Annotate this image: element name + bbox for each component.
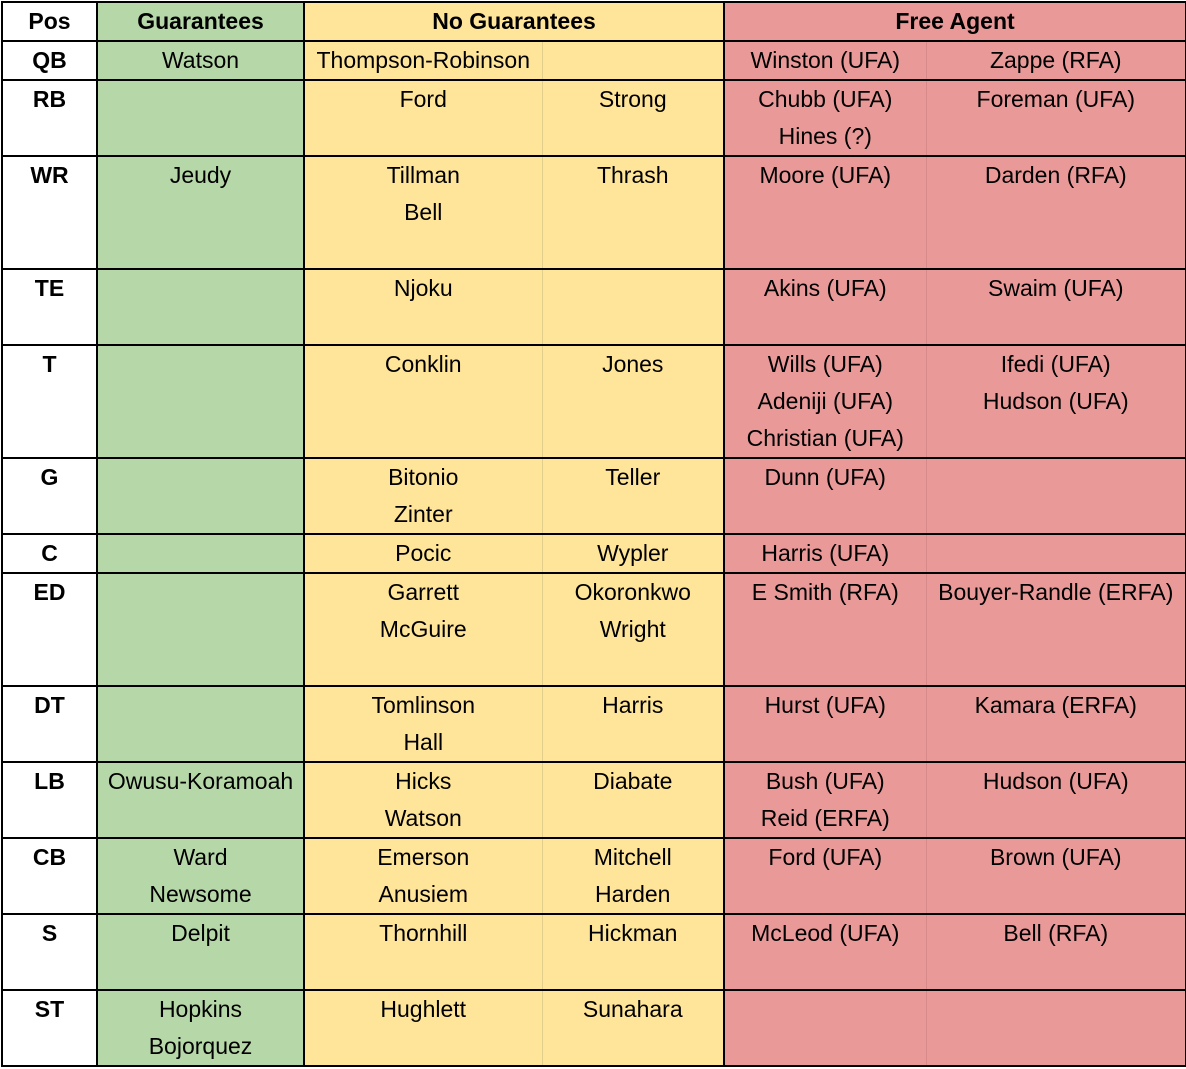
free-agent-cell: Darden (RFA) [926,156,1186,194]
free-agent-cell: McLeod (UFA) [724,914,926,952]
non-guaranteed-player-cell: Diabate [542,762,724,800]
table-row [2,534,1186,573]
table-row [2,1028,1186,1066]
non-guaranteed-player-cell [304,420,542,458]
non-guaranteed-player-cell [542,420,724,458]
non-guaranteed-player-cell [304,952,542,990]
free-agent-cell [926,611,1186,648]
table-row [2,231,1186,269]
free-agent-cell [724,611,926,648]
non-guaranteed-player-cell: Emerson [304,838,542,876]
free-agent-cell [926,534,1186,573]
table-row [2,194,1186,231]
free-agent-cell [926,118,1186,156]
non-guaranteed-player-cell: Pocic [304,534,542,573]
table-row [2,496,1186,534]
position-cell: LB [2,762,97,800]
non-guaranteed-player-cell [542,952,724,990]
free-agent-cell [724,1028,926,1066]
free-agent-cell [724,990,926,1028]
free-agent-cell: Christian (UFA) [724,420,926,458]
guaranteed-player-cell: Owusu-Koramoah [97,762,304,800]
guaranteed-player-cell [97,194,304,231]
non-guaranteed-player-cell: Harris [542,686,724,724]
position-cell [2,876,97,914]
position-cell: CB [2,838,97,876]
table-row [2,762,1186,800]
table-row [2,611,1186,648]
free-agent-cell: Akins (UFA) [724,269,926,307]
free-agent-cell [926,420,1186,458]
guaranteed-player-cell [97,534,304,573]
position-cell [2,1028,97,1066]
position-cell: G [2,458,97,496]
position-cell: DT [2,686,97,724]
free-agent-cell [724,648,926,686]
position-cell [2,420,97,458]
table-row [2,648,1186,686]
table-row [2,269,1186,307]
non-guaranteed-player-cell: Ford [304,80,542,118]
non-guaranteed-player-cell [304,231,542,269]
non-guaranteed-player-cell: Garrett [304,573,542,611]
header-free-agent: Free Agent [724,2,1186,41]
table-row [2,41,1186,80]
non-guaranteed-player-cell: Conklin [304,345,542,383]
non-guaranteed-player-cell: Okoronkwo [542,573,724,611]
guaranteed-player-cell [97,724,304,762]
non-guaranteed-player-cell [542,496,724,534]
table-row [2,838,1186,876]
non-guaranteed-player-cell: Wypler [542,534,724,573]
table-row [2,724,1186,762]
free-agent-cell [724,194,926,231]
guaranteed-player-cell: Watson [97,41,304,80]
free-agent-cell: Hudson (UFA) [926,762,1186,800]
free-agent-cell: Ifedi (UFA) [926,345,1186,383]
free-agent-cell [724,231,926,269]
guaranteed-player-cell: Ward [97,838,304,876]
free-agent-cell: Brown (UFA) [926,838,1186,876]
guaranteed-player-cell [97,80,304,118]
free-agent-cell: Dunn (UFA) [724,458,926,496]
non-guaranteed-player-cell: Bitonio [304,458,542,496]
non-guaranteed-player-cell [542,231,724,269]
position-cell [2,496,97,534]
non-guaranteed-player-cell: Mitchell [542,838,724,876]
header-pos: Pos [2,2,97,41]
guaranteed-player-cell [97,611,304,648]
guaranteed-player-cell [97,420,304,458]
non-guaranteed-player-cell: Hall [304,724,542,762]
free-agent-cell [724,952,926,990]
non-guaranteed-player-cell [542,41,724,80]
table-row [2,686,1186,724]
non-guaranteed-player-cell [542,383,724,420]
non-guaranteed-player-cell: Hughlett [304,990,542,1028]
non-guaranteed-player-cell: Bell [304,194,542,231]
table-row [2,458,1186,496]
non-guaranteed-player-cell: Hickman [542,914,724,952]
table-row [2,573,1186,611]
table-row [2,914,1186,952]
free-agent-cell [724,876,926,914]
guaranteed-player-cell [97,118,304,156]
position-cell [2,118,97,156]
non-guaranteed-player-cell: Harden [542,876,724,914]
free-agent-cell: Chubb (UFA) [724,80,926,118]
free-agent-cell [724,307,926,345]
position-cell: S [2,914,97,952]
position-cell [2,194,97,231]
non-guaranteed-player-cell: Strong [542,80,724,118]
free-agent-cell [926,1028,1186,1066]
free-agent-cell: Hines (?) [724,118,926,156]
table-row [2,876,1186,914]
guaranteed-player-cell [97,269,304,307]
free-agent-cell: Hudson (UFA) [926,383,1186,420]
table-row [2,307,1186,345]
guaranteed-player-cell [97,345,304,383]
table-row [2,952,1186,990]
non-guaranteed-player-cell: Thompson-Robinson [304,41,542,80]
guaranteed-player-cell [97,496,304,534]
non-guaranteed-player-cell: Thornhill [304,914,542,952]
position-cell [2,307,97,345]
table-row [2,990,1186,1028]
free-agent-cell [926,648,1186,686]
non-guaranteed-player-cell: Thrash [542,156,724,194]
free-agent-cell: Foreman (UFA) [926,80,1186,118]
non-guaranteed-player-cell [542,800,724,838]
position-cell [2,648,97,686]
non-guaranteed-player-cell: Zinter [304,496,542,534]
header-row [2,2,1186,41]
free-agent-cell [926,990,1186,1028]
non-guaranteed-player-cell: Wright [542,611,724,648]
position-cell: WR [2,156,97,194]
position-cell: ST [2,990,97,1028]
free-agent-cell [926,724,1186,762]
non-guaranteed-player-cell [542,118,724,156]
non-guaranteed-player-cell [542,269,724,307]
free-agent-cell [926,496,1186,534]
guaranteed-player-cell [97,952,304,990]
position-cell: C [2,534,97,573]
free-agent-cell: Bush (UFA) [724,762,926,800]
free-agent-cell: Reid (ERFA) [724,800,926,838]
non-guaranteed-player-cell [304,307,542,345]
position-cell: QB [2,41,97,80]
non-guaranteed-player-cell [304,383,542,420]
free-agent-cell: Moore (UFA) [724,156,926,194]
non-guaranteed-player-cell: Sunahara [542,990,724,1028]
non-guaranteed-player-cell: Njoku [304,269,542,307]
table-row [2,118,1186,156]
guaranteed-player-cell: Newsome [97,876,304,914]
non-guaranteed-player-cell: Tillman [304,156,542,194]
free-agent-cell: Wills (UFA) [724,345,926,383]
guaranteed-player-cell [97,383,304,420]
non-guaranteed-player-cell: Watson [304,800,542,838]
non-guaranteed-player-cell: Hicks [304,762,542,800]
free-agent-cell: Adeniji (UFA) [724,383,926,420]
header-guarantees: Guarantees [97,2,304,41]
guaranteed-player-cell: Jeudy [97,156,304,194]
position-cell [2,231,97,269]
free-agent-cell: Bell (RFA) [926,914,1186,952]
free-agent-cell: E Smith (RFA) [724,573,926,611]
guaranteed-player-cell [97,800,304,838]
table-row [2,156,1186,194]
free-agent-cell: Harris (UFA) [724,534,926,573]
free-agent-cell: Bouyer-Randle (ERFA) [926,573,1186,611]
position-cell: TE [2,269,97,307]
non-guaranteed-player-cell [304,1028,542,1066]
non-guaranteed-player-cell [542,194,724,231]
free-agent-cell: Kamara (ERFA) [926,686,1186,724]
guaranteed-player-cell [97,458,304,496]
position-cell: RB [2,80,97,118]
guaranteed-player-cell [97,686,304,724]
non-guaranteed-player-cell [542,1028,724,1066]
guaranteed-player-cell [97,573,304,611]
non-guaranteed-player-cell [542,307,724,345]
free-agent-cell: Winston (UFA) [724,41,926,80]
free-agent-cell [926,307,1186,345]
guaranteed-player-cell: Hopkins [97,990,304,1028]
table-row [2,800,1186,838]
table-row [2,383,1186,420]
free-agent-cell: Swaim (UFA) [926,269,1186,307]
roster-table [1,1,1186,1067]
free-agent-cell [926,876,1186,914]
non-guaranteed-player-cell: Jones [542,345,724,383]
table-row [2,420,1186,458]
non-guaranteed-player-cell: Tomlinson [304,686,542,724]
non-guaranteed-player-cell [304,648,542,686]
position-cell [2,383,97,420]
free-agent-cell: Zappe (RFA) [926,41,1186,80]
guaranteed-player-cell [97,307,304,345]
non-guaranteed-player-cell [542,724,724,762]
free-agent-cell [724,724,926,762]
free-agent-cell [926,800,1186,838]
guaranteed-player-cell: Bojorquez [97,1028,304,1066]
position-cell [2,611,97,648]
position-cell: T [2,345,97,383]
guaranteed-player-cell [97,231,304,269]
table-row [2,80,1186,118]
free-agent-cell [926,194,1186,231]
non-guaranteed-player-cell [304,118,542,156]
header-no-guarantees: No Guarantees [304,2,724,41]
position-cell: ED [2,573,97,611]
free-agent-cell [926,952,1186,990]
non-guaranteed-player-cell: McGuire [304,611,542,648]
roster-body [2,41,1186,1066]
non-guaranteed-player-cell [542,648,724,686]
free-agent-cell [926,231,1186,269]
free-agent-cell [724,496,926,534]
free-agent-cell [926,458,1186,496]
non-guaranteed-player-cell: Anusiem [304,876,542,914]
position-cell [2,724,97,762]
position-cell [2,952,97,990]
guaranteed-player-cell: Delpit [97,914,304,952]
guaranteed-player-cell [97,648,304,686]
free-agent-cell: Hurst (UFA) [724,686,926,724]
table-row [2,345,1186,383]
non-guaranteed-player-cell: Teller [542,458,724,496]
free-agent-cell: Ford (UFA) [724,838,926,876]
position-cell [2,800,97,838]
